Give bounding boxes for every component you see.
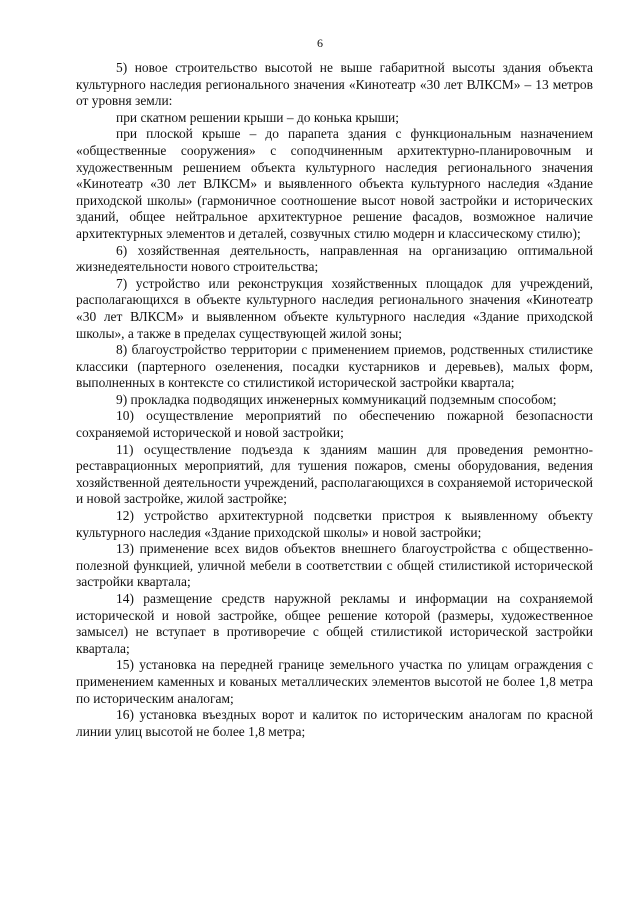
paragraph-item-12: 12) устройство архитектурной подсветки пристроя к выявленному объекту культурного наследия «Здание приходской школы» и новой застройки; <box>76 508 593 540</box>
paragraph-flat-roof: при плоской крыше – до парапета здания с функциональным назначением «общественные сооружения» с соподчиненным архитектурно-планировочным и художественным решением объекта культурного наследия регионального значения «Кинотеатр «30 лет ВЛКСМ» и выявленного объекта культурного наследия «Здание приходской школы» (гармоничное соотношение высот новой застройки и исторических зданий, общее нейтральное архитектурное решение фасадов, возможное наличие архитектурных элементов и деталей, созвучных стилю модерн и классическому стилю); <box>76 126 593 241</box>
paragraph-item-13: 13) применение всех видов объектов внешнего благоустройства с общественно-полезной функцией, уличной мебели в соответствии с общей стилистикой исторической застройки квартала; <box>76 541 593 590</box>
page-number: 6 <box>317 36 323 50</box>
paragraph-item-15: 15) установка на передней границе земельного участка по улицам ограждения с применением каменных и кованых металлических элементов высотой не более 1,8 метра по историческим аналогам; <box>76 657 593 706</box>
paragraph-item-14: 14) размещение средств наружной рекламы и информации на сохраняемой исторической и новой застройке, общее решение которой (размеры, художественное замысел) не вступает в противоречие с общей стилистикой исторической застройки квартала; <box>76 591 593 656</box>
paragraph-item-10: 10) осуществление мероприятий по обеспечению пожарной безопасности сохраняемой исторической и новой застройки; <box>76 408 593 441</box>
paragraph-item-7: 7) устройство или реконструкция хозяйственных площадок для учреждений, располагающихся в объекте культурного наследия регионального значения «Кинотеатр «30 лет ВЛКСМ» и выявленном объекте культурного наследия «Здание приходской школы», а также в пределах существующей жилой зоны; <box>76 275 593 341</box>
paragraph-item-8: 8) благоустройство территории с применением приемов, родственных стилистике классики (партерного озеленения, посадки кустарников и деревьев), малых форм, выполненных в контексте со стилистикой исторической застройки квартала; <box>76 342 593 391</box>
paragraph-pitched-roof: при скатном решении крыши – до конька крыши; <box>116 109 399 125</box>
paragraph-item-5: 5) новое строительство высотой не выше габаритной высоты здания объекта культурного наследия регионального значения «Кинотеатр «30 лет ВЛКСМ» – 13 метров от уровня земли: <box>76 60 593 109</box>
paragraph-item-11: 11) осуществление подъезда к зданиям машин для проведения ремонтно-реставрационных мероприятий, для тушения пожаров, смены оборудования, ведения хозяйственной деятельности учреждений, располагающихся в сохраняемой исторической и новой застройке, жилой застройке; <box>76 441 593 507</box>
paragraph-item-6: 6) хозяйственная деятельность, направленная на организацию оптимальной жизнедеятельности нового строительства; <box>76 242 593 275</box>
document-body <box>76 60 593 740</box>
paragraph-item-9: 9) прокладка подводящих инженерных коммуникаций подземным способом; <box>116 391 557 407</box>
paragraph-item-16: 16) установка въездных ворот и калиток по историческим аналогам по красной линии улиц высотой не более 1,8 метра; <box>76 707 593 739</box>
